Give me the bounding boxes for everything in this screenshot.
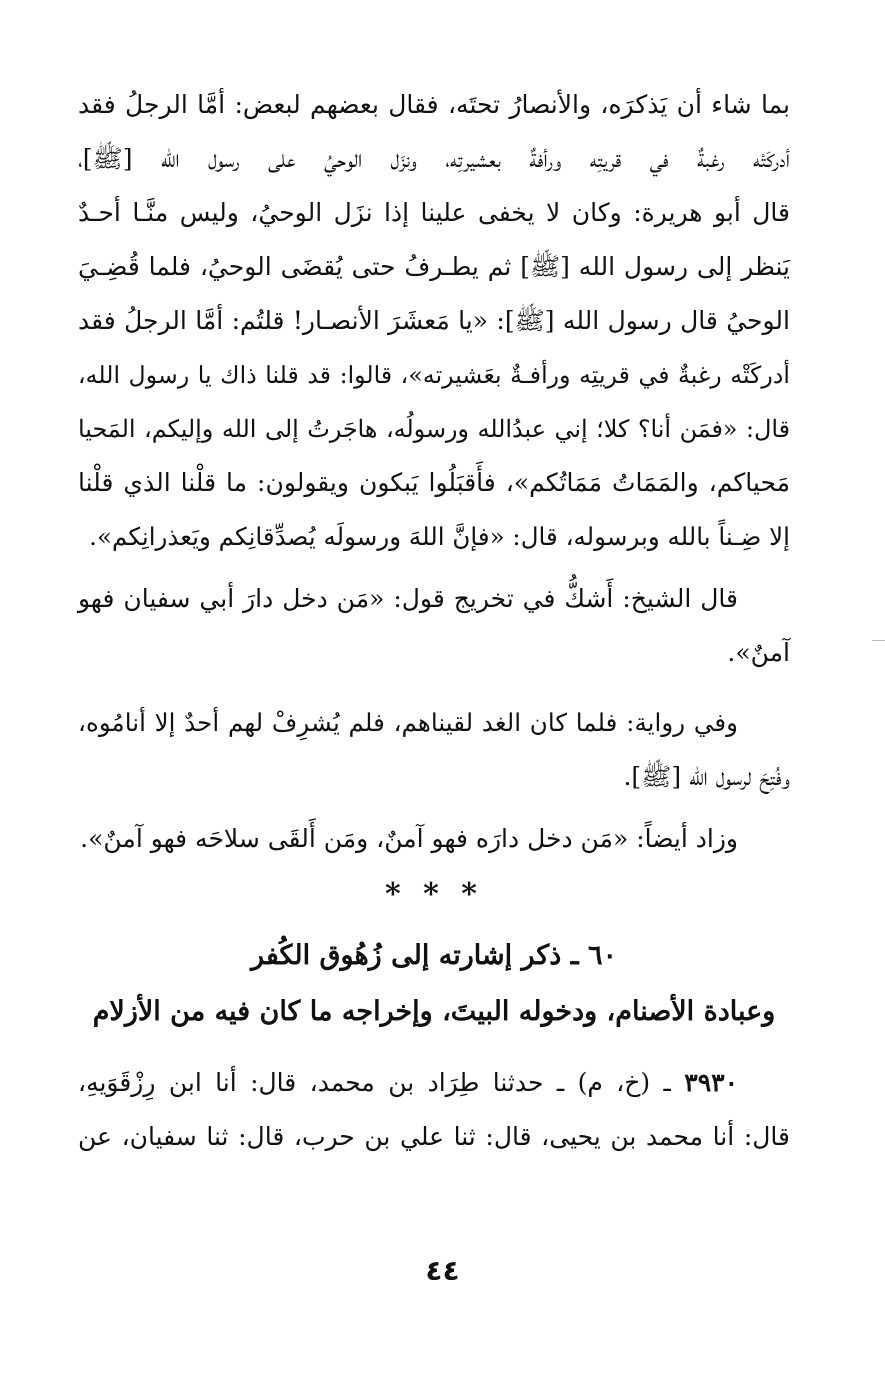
section-title-line-2: وعبادة الأصنام، ودخوله البيتَ، وإخراجه ما كان فيه من الأزلام <box>92 996 776 1027</box>
hadith-first-line <box>78 1056 790 1110</box>
section-title-line-1: ٦٠ ـ ذكر إشارته إلى زُهُوق الكُفر <box>250 940 618 971</box>
paragraph-4 <box>78 812 790 866</box>
text-line: آمنٌ». <box>727 638 790 667</box>
text-line: قال أبو هريرة: وكان لا يخفى علينا إذا نزَل الوحيُ، وليس منَّـا أحـدٌ <box>78 198 790 227</box>
text-line: وفُتِحَ لرسول الله [ﷺ]. <box>623 762 790 791</box>
page-content <box>78 78 790 1164</box>
text-line: أدركَتْه رغبةٌ في قريتِه ورأفةٌ بعشيرتِه، ونزَل الوحيُ على رسول الله [ﷺ]، <box>78 144 790 173</box>
text-line: الوحيُ قال رسول الله [ﷺ]: «يا مَعشَرَ الأنصـار! قلتُم: أمَّا الرجلُ فقد <box>78 306 790 335</box>
hadith-number: ٣٩٣٠ <box>684 1068 738 1097</box>
paragraph-2 <box>78 572 790 680</box>
text-line: قال: أنا محمد بن يحيى، قال: ثنا علي بن حرب، قال: ثنا سفيان، عن <box>78 1122 790 1151</box>
text-line: إلا ضِـناً بالله وبرسوله، قال: «فإنَّ اللهَ ورسولَه يُصدِّقانِكم ويَعذرانِكم». <box>89 522 790 551</box>
page-number: ٤٤ <box>425 1254 460 1287</box>
text-line: قال: «فمَن أنا؟ كلا؛ إني عبدُالله ورسولُه، هاجَرتُ إلى الله وإليكم، المَحيا <box>78 415 790 443</box>
paragraph-3 <box>78 696 790 804</box>
text-line: يَنظر إلى رسول الله [ﷺ] ثم يطـرفُ حتى يُقضَى الوحيُ، فلما قُضِـيَ <box>78 252 790 281</box>
hadith-chain-start: ـ (خ، م) ـ حدثنا طِرَاد بن محمد، قال: أنا ابن رِزْقَوَيهِ، <box>78 1068 685 1097</box>
text-line: أدركَتْه رغبةٌ في قريتِه ورأفـةٌ بعَشيرته»، قالوا: قد قلنا ذاك يا رسول الله، <box>78 361 790 389</box>
text-line: قال الشيخ: أَشكُّ في تخريج قول: «مَن دخل دارَ أبي سفيان فهو <box>78 584 738 613</box>
text-line: وزاد أيضاً: «مَن دخل دارَه فهو آمنٌ، ومَن أَلقَى سلاحَه فهو آمنٌ». <box>80 824 738 853</box>
text-line: مَحياكم، والمَمَاتُ مَمَاتُكم»، فأَقبَلُوا يَبكون ويقولون: ما قلْنا الذي قلْنا <box>78 468 790 497</box>
hadith-paragraph <box>78 1056 790 1164</box>
section-separator: * * * <box>385 877 483 912</box>
scan-edge-mark <box>872 640 885 641</box>
text-line: وفي رواية: فلما كان الغد لقيناهم، فلم يُشرِفْ لهم أحدٌ إلا أنامُوه، <box>78 708 738 737</box>
text-line: بما شاء أن يَذكرَه، والأنصارُ تحتَه، فقال بعضهم لبعض: أمَّا الرجلُ فقد <box>78 90 790 119</box>
paragraph-1 <box>78 78 790 564</box>
